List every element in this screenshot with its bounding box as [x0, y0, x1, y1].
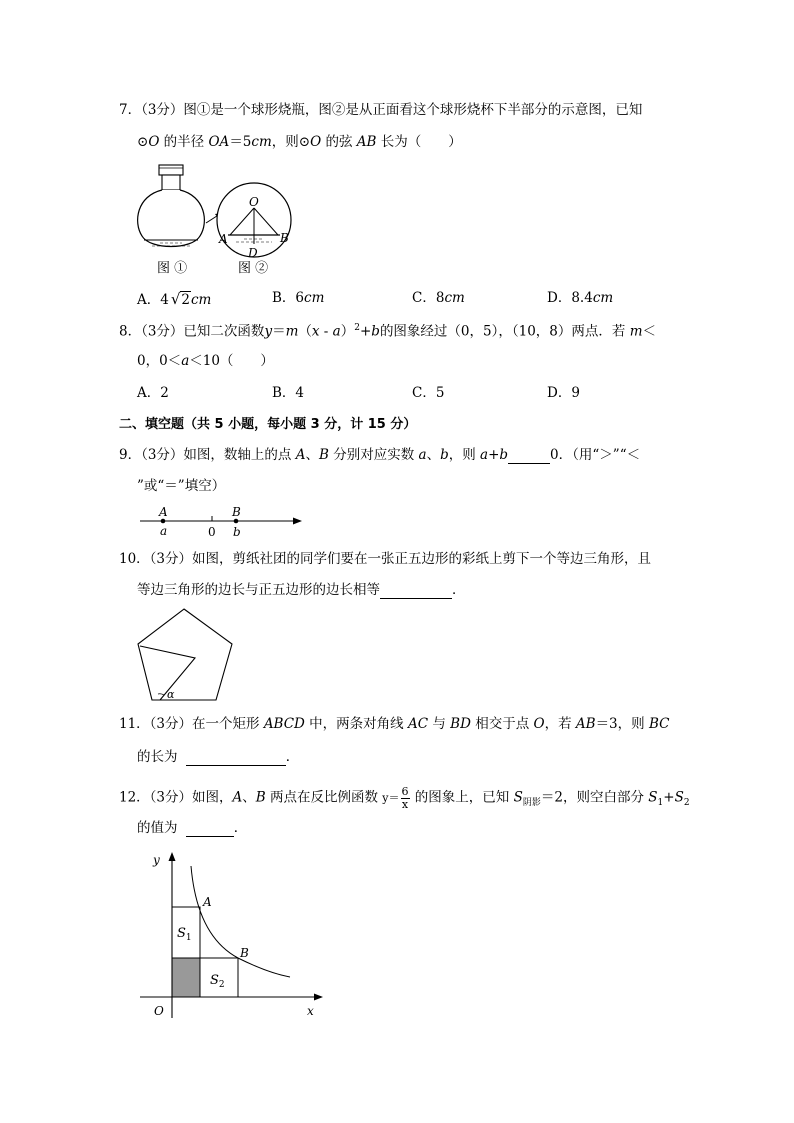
rect-S2	[200, 958, 238, 997]
q8-line2: 0，0＜a＜10（ ）	[137, 353, 274, 369]
q12-line2: 的值为 ．	[137, 820, 248, 836]
q7-option-b[interactable]: B．6cm	[272, 290, 325, 306]
label-b: b	[233, 525, 241, 539]
label-A: A	[219, 232, 228, 246]
label-a: a	[160, 524, 168, 538]
q11-answer-blank[interactable]	[186, 751, 286, 766]
circle-figure	[214, 180, 300, 260]
section-heading: 二、填空题（共 5 小题，每小题 3 分，计 15 分）	[119, 417, 417, 432]
label-O: O	[154, 1004, 164, 1018]
label-x: x	[307, 1004, 314, 1018]
hyperbola-graph	[140, 848, 330, 1020]
q8-option-b[interactable]: B．4	[272, 385, 305, 401]
q7-line1: 7．（3分）图①是一个球形烧瓶，图②是从正面看这个球形烧杯下半部分的示意图，已知	[119, 102, 643, 118]
flask-neck	[162, 175, 180, 190]
q12-answer-blank[interactable]	[186, 822, 234, 837]
point-A	[161, 519, 166, 524]
label-O: O	[249, 195, 259, 209]
label-D: D	[248, 246, 258, 260]
y-axis-arrow-icon	[169, 852, 176, 861]
label-S2: $S_2$	[210, 973, 225, 990]
flask-figure	[132, 160, 217, 258]
q8-line1: 8．（3分）已知二次函数y＝m（x - a）$^2$+b的图象经过（0，5），（10，8）两点．若 m＜	[119, 323, 656, 340]
point-B	[234, 519, 239, 524]
fig1-caption: 图 ①	[157, 261, 188, 276]
q8-option-d[interactable]: D．9	[547, 385, 580, 401]
q11-line1: 11．（3分）在一个矩形 ABCD 中，两条对角线 AC 与 BD 相交于点 O，若 AB＝3，则 BC	[119, 716, 670, 732]
number-line	[136, 503, 306, 539]
q10-line2: 等边三角形的边长与正五边形的边长相等 ．	[137, 582, 466, 598]
q8-option-c[interactable]: C．5	[412, 385, 445, 401]
q9-line2: ”或“＝”填空）	[137, 478, 226, 494]
pentagon-figure	[134, 606, 238, 704]
shaded-region	[172, 958, 200, 997]
fraction-6-over-x: $\frac{6}{x}$	[401, 785, 409, 811]
label-B: B	[240, 946, 249, 960]
q7-option-c[interactable]: C．8cm	[412, 290, 465, 306]
label-A: A	[203, 895, 212, 909]
q7-option-d[interactable]: D．8.4cm	[547, 290, 614, 306]
label-alpha: α	[167, 688, 175, 701]
axis-arrow-icon	[293, 518, 302, 525]
label-S1: $S_1$	[177, 926, 192, 943]
label-y: y	[153, 853, 160, 867]
q10-line1: 10．（3分）如图，剪纸社团的同学们要在一张正五边形的彩纸上剪下一个等边三角形，且	[119, 551, 652, 567]
flask-bulb	[138, 190, 205, 247]
label-B: B	[280, 231, 289, 245]
fig2-caption: 图 ②	[238, 261, 269, 276]
x-axis-arrow-icon	[314, 994, 323, 1001]
label-A: A	[159, 505, 168, 519]
hyperbola-curve	[191, 866, 290, 977]
q12-line1: 12．（3分）如图，A、B 两点在反比例函数 y＝ $\frac{6}{x}$ 的图象上，已知 $S_{阴影}=2$，则空白部分 $S_1+S_2$	[119, 785, 690, 811]
flask-stopper	[159, 165, 183, 175]
q9-line1: 9．（3分）如图，数轴上的点 A、B 分别对应实数 a、b，则 a+b 0．（用“＞”“＜	[119, 447, 641, 463]
label-zero: 0	[208, 525, 216, 539]
q9-answer-blank[interactable]	[508, 449, 550, 464]
q10-answer-blank[interactable]	[380, 584, 452, 599]
q11-line2: 的长为 ．	[137, 749, 300, 765]
q7-line2: ⊙O 的半径 OA＝5cm，则⊙O 的弦 AB 长为（ ）	[137, 134, 462, 150]
regular-pentagon	[138, 609, 232, 700]
label-B: B	[232, 505, 241, 519]
q7-option-a[interactable]: A．4 √2cm	[137, 290, 212, 308]
q8-option-a[interactable]: A．2	[137, 385, 169, 401]
